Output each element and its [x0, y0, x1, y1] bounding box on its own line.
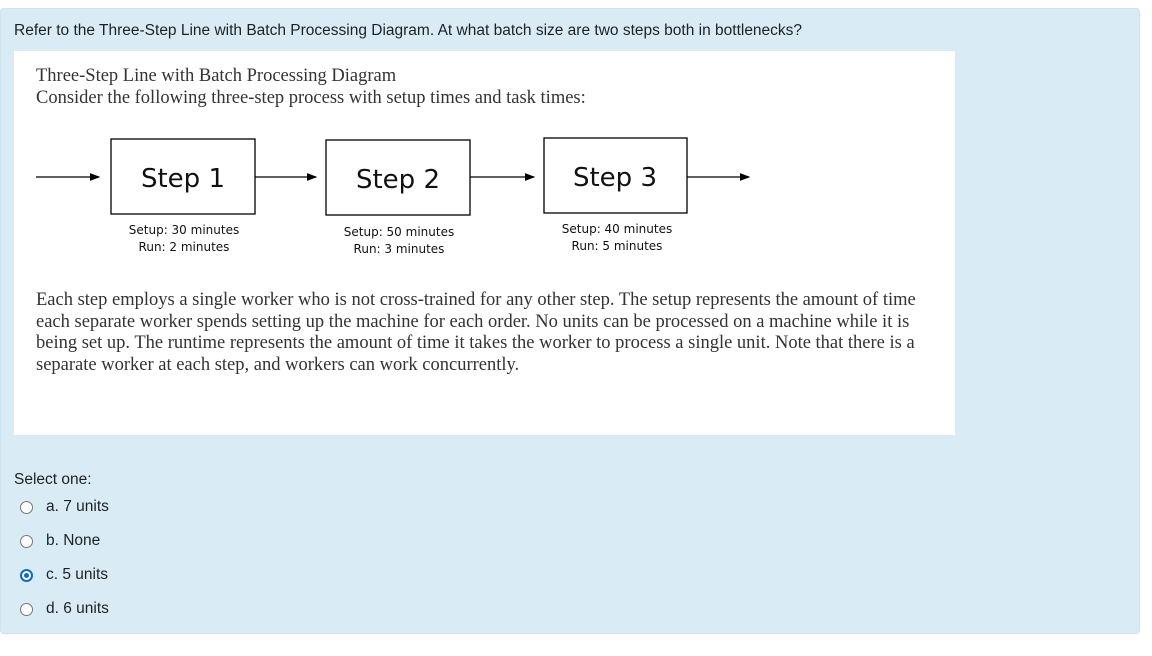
question-card	[0, 8, 1140, 634]
radio-option-c[interactable]	[20, 569, 33, 582]
option-a[interactable]	[20, 490, 109, 524]
option-a-text[interactable]: a. 7 units	[46, 498, 109, 515]
process-flow-diagram	[14, 51, 955, 281]
answer-options	[20, 490, 109, 626]
option-d-text[interactable]: d. 6 units	[46, 600, 109, 617]
figure-title: Three-Step Line with Batch Processing Diagram	[36, 66, 397, 86]
step-3-run: Run: 5 minutes	[571, 239, 663, 253]
option-b-text[interactable]: b. None	[46, 532, 101, 549]
figure-subtitle: Consider the following three-step process with setup times and task times:	[36, 88, 586, 108]
step-1-label: Step 1	[140, 164, 226, 194]
radio-option-b[interactable]	[20, 535, 33, 548]
diagram-figure	[14, 51, 955, 435]
radio-option-a[interactable]	[20, 501, 33, 514]
step-2-setup: Setup: 50 minutes	[343, 225, 455, 239]
figure-description: Each step employs a single worker who is not cross-trained for any other step. The setup represents the amount of time each separate worker spends setting up the machine for each order. No units can be processed on a machine while it is being set up. The runtime represents the amount of time it takes the worker to process a single unit. Note that there is a separate worker at each step, and workers can work concurrently.	[36, 290, 916, 375]
option-d[interactable]	[20, 592, 109, 626]
step-1-setup: Setup: 30 minutes	[128, 223, 240, 237]
step-2-label: Step 2	[355, 165, 441, 195]
step-3-setup: Setup: 40 minutes	[561, 222, 673, 236]
select-one-label: Select one:	[14, 471, 92, 488]
radio-option-d[interactable]	[20, 603, 33, 616]
question-text: Refer to the Three-Step Line with Batch Processing Diagram. At what batch size are two steps both in bottlenecks?	[14, 22, 803, 39]
step-3-label: Step 3	[572, 163, 658, 193]
option-c[interactable]	[20, 558, 109, 592]
option-b[interactable]	[20, 524, 109, 558]
step-1-run: Run: 2 minutes	[138, 240, 230, 254]
option-c-text[interactable]: c. 5 units	[46, 566, 109, 583]
step-2-run: Run: 3 minutes	[353, 242, 445, 256]
